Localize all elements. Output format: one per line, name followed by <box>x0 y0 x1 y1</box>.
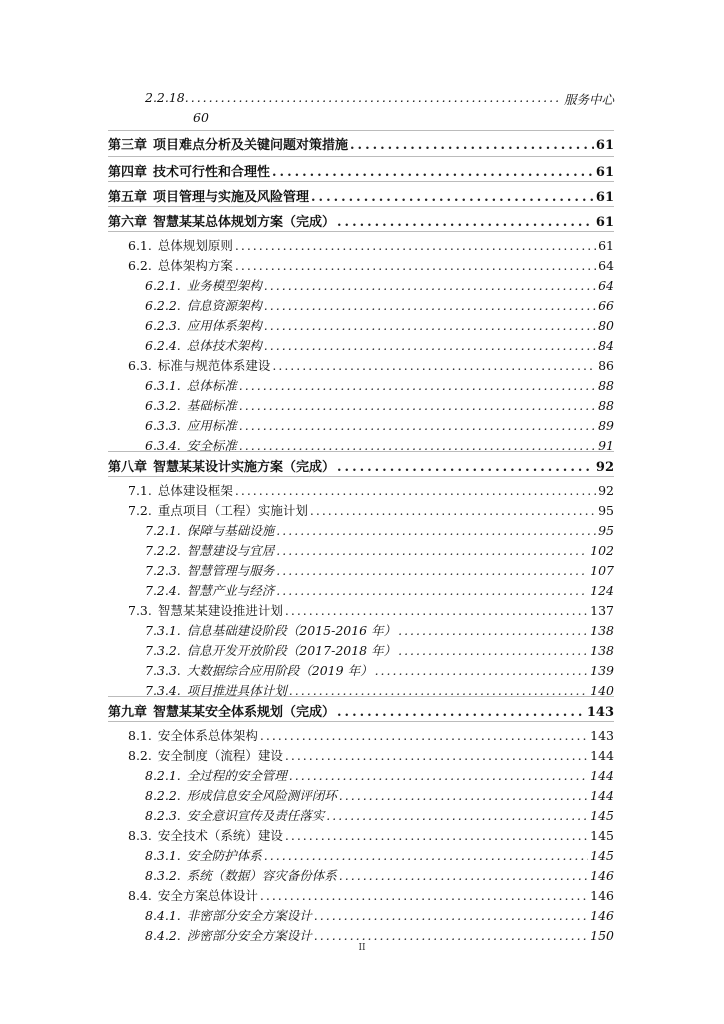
toc-chapter-entry[interactable] <box>108 211 614 231</box>
toc-entry-title: 非密部分安全方案设计 <box>186 908 312 923</box>
toc-leader-dots <box>311 190 594 205</box>
toc-entry[interactable] <box>145 906 614 926</box>
toc-entry-title: 信息基础建设阶段（2015-2016 年） <box>186 623 397 638</box>
toc-entry-number: 7.2.2. <box>145 543 181 558</box>
toc-entry-page-number: 61 <box>598 238 614 253</box>
toc-entry[interactable] <box>128 356 614 376</box>
toc-leader-dots <box>239 418 596 433</box>
toc-entry[interactable] <box>145 866 614 886</box>
toc-entry[interactable] <box>128 236 614 256</box>
toc-leader-dots <box>239 398 596 413</box>
toc-entry-number: 8.3.1. <box>145 848 181 863</box>
toc-leader-dots <box>239 378 596 393</box>
toc-entry-number: 第六章 <box>108 215 148 230</box>
toc-entry-number: 8.2.2. <box>145 788 181 803</box>
toc-entry-page-number: 150 <box>590 928 614 943</box>
toc-entry[interactable] <box>145 416 614 436</box>
toc-entry-number: 7.3.1. <box>145 623 181 638</box>
toc-leader-dots <box>264 338 596 353</box>
toc-entry-number: 6.2.3. <box>145 318 181 333</box>
toc-entry-number: 第九章 <box>108 705 148 720</box>
toc-entry[interactable] <box>145 276 614 296</box>
toc-leader-dots <box>289 768 588 783</box>
toc-entry-title: 智慧某某总体规划方案（完成） <box>153 215 336 230</box>
toc-entry[interactable] <box>145 521 614 541</box>
toc-entry[interactable] <box>145 376 614 396</box>
toc-entry-page-number: 146 <box>590 868 614 883</box>
toc-leader-dots <box>375 663 589 678</box>
toc-entry[interactable] <box>145 561 614 581</box>
toc-leader-dots <box>264 278 596 293</box>
toc-entry-page-number: 88 <box>598 398 614 413</box>
toc-leader-dots <box>289 683 588 698</box>
toc-entry-number: 8.4.2. <box>145 928 181 943</box>
toc-entry-page-number: 92 <box>598 483 614 498</box>
toc-entry-number: 8.4. <box>128 888 152 903</box>
toc-leader-dots <box>272 165 594 180</box>
toc-leader-dots <box>264 848 588 863</box>
toc-entry-number: 7.2.1. <box>145 523 181 538</box>
toc-entry[interactable] <box>128 746 614 766</box>
toc-entry-title: 总体建设框架 <box>157 483 233 498</box>
toc-entry-page-number: 107 <box>590 563 614 578</box>
toc-entry-page-number: 84 <box>598 338 614 353</box>
toc-entry-page-number: 89 <box>598 418 614 433</box>
toc-entry-title: 系统（数据）容灾备份体系 <box>186 868 337 883</box>
toc-entry-title: 安全制度（流程）建设 <box>157 748 283 763</box>
toc-entry-page-number: 144 <box>590 748 614 763</box>
toc-entry-number: 7.3. <box>128 603 152 618</box>
toc-entry-title: 业务模型架构 <box>186 278 262 293</box>
toc-entry-title: 安全意识宣传及责任落实 <box>186 808 325 823</box>
toc-entry-page-number: 138 <box>590 643 614 658</box>
toc-leader-dots <box>339 788 588 803</box>
toc-separator-line <box>108 476 614 477</box>
toc-entry[interactable] <box>128 501 614 521</box>
toc-entry-page-number: 144 <box>590 788 614 803</box>
toc-entry-title: 应用标准 <box>186 418 237 433</box>
toc-leader-dots <box>260 888 588 903</box>
toc-entry-title: 信息开发开放阶段（2017-2018 年） <box>186 643 397 658</box>
toc-leader-dots <box>264 318 596 333</box>
toc-entry-number: 7.2.4. <box>145 583 181 598</box>
toc-entry-title: 基础标准 <box>186 398 237 413</box>
toc-leader-dots <box>235 483 596 498</box>
toc-entry-number: 6.2.2. <box>145 298 181 313</box>
toc-entry-page-number: 146 <box>590 908 614 923</box>
toc-chapter-entry[interactable] <box>108 701 614 721</box>
toc-entry[interactable] <box>145 681 614 701</box>
toc-separator-line <box>108 231 614 232</box>
toc-entry-title: 智慧产业与经济 <box>186 583 275 598</box>
toc-leader-dots <box>337 460 594 475</box>
toc-entry-title: 技术可行性和合理性 <box>153 165 271 180</box>
toc-entry-title: 涉密部分安全方案设计 <box>186 928 312 943</box>
toc-entry-number: 第八章 <box>108 460 148 475</box>
toc-entry-page-number: 139 <box>590 663 614 678</box>
toc-entry-number: 7.2. <box>128 503 152 518</box>
toc-entry-title: 项目难点分析及关键问题对策措施 <box>153 138 349 153</box>
toc-entry-title: 智慧某某建设推进计划 <box>157 603 283 618</box>
page-footer-number: II <box>358 943 366 953</box>
toc-entry[interactable] <box>128 726 614 746</box>
toc-entry-page-number: 64 <box>598 278 614 293</box>
toc-entry-number: 8.1. <box>128 728 152 743</box>
toc-entry-page-number: 102 <box>590 543 614 558</box>
toc-entry-title: 安全防护体系 <box>186 848 262 863</box>
toc-entry-title: 智慧管理与服务 <box>186 563 275 578</box>
toc-entry[interactable] <box>145 786 614 806</box>
toc-leader-dots <box>314 908 588 923</box>
toc-entry-page-number: 61 <box>595 190 614 205</box>
toc-entry-number: 8.2. <box>128 748 152 763</box>
toc-entry-number: 7.3.2. <box>145 643 181 658</box>
toc-leader-dots <box>260 728 588 743</box>
toc-entry-number: 7.1. <box>128 483 152 498</box>
toc-entry-number: 6.2. <box>128 258 152 273</box>
toc-entry-page-number: 64 <box>598 258 614 273</box>
toc-leader-dots <box>272 358 596 373</box>
toc-entry-page-number: 61 <box>595 138 614 153</box>
toc-entry-title: 总体技术架构 <box>186 338 262 353</box>
toc-entry-title: 总体架构方案 <box>157 258 233 273</box>
toc-entry-number: 6.3.3. <box>145 418 181 433</box>
toc-entry-page-number: 124 <box>590 583 614 598</box>
toc-entry-title: 安全技术（系统）建设 <box>157 828 283 843</box>
toc-entry-number: 8.3. <box>128 828 152 843</box>
toc-entry-page-number: 95 <box>598 503 614 518</box>
toc-entry-number: 7.2.3. <box>145 563 181 578</box>
toc-entry-page-number: 86 <box>598 358 614 373</box>
toc-entry[interactable] <box>145 436 614 456</box>
toc-leader-dots <box>235 238 596 253</box>
toc-entry-title: 重点项目（工程）实施计划 <box>157 503 308 518</box>
toc-entry[interactable] <box>145 336 614 356</box>
toc-entry-page-number: 61 <box>595 165 614 180</box>
toc-entry[interactable] <box>145 641 614 661</box>
toc-entry-number: 7.3.3. <box>145 663 181 678</box>
toc-entry[interactable] <box>145 396 614 416</box>
toc-entry-page-number: 91 <box>598 438 614 453</box>
toc-entry-title: 信息资源架构 <box>186 298 262 313</box>
toc-entry-title: 智慧某某设计实施方案（完成） <box>153 460 336 475</box>
toc-entry-carryover[interactable] <box>145 90 614 108</box>
toc-chapter-entry[interactable] <box>108 134 614 154</box>
toc-entry-page-number: 80 <box>598 318 614 333</box>
toc-entry[interactable] <box>145 296 614 316</box>
toc-entry-title: 服务中心 <box>563 92 614 107</box>
toc-entry-page-number: 92 <box>595 460 614 475</box>
toc-chapter-entry[interactable] <box>108 456 614 476</box>
toc-entry[interactable] <box>145 766 614 786</box>
toc-entry[interactable] <box>145 846 614 866</box>
toc-entry[interactable] <box>128 256 614 276</box>
toc-entry-number: 6.3.1. <box>145 378 181 393</box>
toc-entry-page-number: 60 <box>193 110 209 125</box>
toc-separator-line <box>108 206 614 207</box>
toc-entry-number: 8.2.1. <box>145 768 181 783</box>
toc-entry-title: 安全体系总体架构 <box>157 728 258 743</box>
toc-entry-title: 安全方案总体设计 <box>157 888 258 903</box>
toc-leader-dots <box>310 503 596 518</box>
toc-leader-dots <box>276 583 588 598</box>
toc-leader-dots <box>191 90 562 108</box>
toc-entry-page-number: 145 <box>590 828 614 843</box>
toc-entry-title: 应用体系架构 <box>186 318 262 333</box>
toc-entry-title: 形成信息安全风险测评闭环 <box>186 788 337 803</box>
toc-entry-title: 智慧建设与宜居 <box>186 543 275 558</box>
toc-leader-dots <box>276 543 588 558</box>
toc-entry[interactable] <box>145 621 614 641</box>
toc-entry[interactable] <box>128 481 614 501</box>
toc-entry-title: 大数据综合应用阶段（2019 年） <box>186 663 373 678</box>
toc-leader-dots <box>339 868 588 883</box>
toc-entry-title: 总体标准 <box>186 378 237 393</box>
toc-entry-number: 6.2.1. <box>145 278 181 293</box>
toc-entry-page-number: 138 <box>590 623 614 638</box>
toc-entry-title: 标准与规范体系建设 <box>157 358 271 373</box>
toc-entry-title: 智慧某某安全体系规划（完成） <box>153 705 336 720</box>
toc-separator-line <box>108 721 614 722</box>
toc-entry-title: 保障与基础设施 <box>186 523 275 538</box>
toc-leader-dots <box>276 523 596 538</box>
toc-leader-dots <box>350 138 594 153</box>
toc-entry-page-number: 143 <box>590 728 614 743</box>
toc-entry-number: 6.3. <box>128 358 152 373</box>
toc-entry-page-number: 140 <box>590 683 614 698</box>
toc-entry[interactable] <box>145 581 614 601</box>
toc-leader-dots <box>285 603 588 618</box>
toc-entry-title: 项目推进具体计划 <box>186 683 287 698</box>
toc-entry-number: 第五章 <box>108 190 148 205</box>
toc-entry[interactable] <box>128 601 614 621</box>
toc-leader-dots <box>398 623 588 638</box>
toc-entry-number: 8.4.1. <box>145 908 181 923</box>
toc-entry-title: 项目管理与实施及风险管理 <box>153 190 310 205</box>
toc-entry-title: 总体规划原则 <box>157 238 233 253</box>
toc-entry-page-number: 66 <box>598 298 614 313</box>
toc-entry-page-number: 137 <box>590 603 614 618</box>
toc-entry-title: 安全标准 <box>186 438 237 453</box>
toc-chapter-entry[interactable] <box>108 186 614 206</box>
toc-separator-line <box>108 181 614 182</box>
toc-entry-page-number: 146 <box>590 888 614 903</box>
toc-entry[interactable] <box>145 316 614 336</box>
toc-leader-dots <box>398 643 588 658</box>
toc-entry-number: 2.2.18. <box>145 90 189 105</box>
toc-entry-page-number: 145 <box>590 808 614 823</box>
toc-leader-dots <box>276 563 588 578</box>
toc-entry-number: 第四章 <box>108 165 148 180</box>
toc-entry-page-number: 88 <box>598 378 614 393</box>
toc-entry-number: 6.2.4. <box>145 338 181 353</box>
toc-leader-dots <box>326 808 588 823</box>
toc-entry[interactable] <box>128 826 614 846</box>
toc-entry-number: 8.2.3. <box>145 808 181 823</box>
toc-entry-number: 7.3.4. <box>145 683 181 698</box>
toc-leader-dots <box>264 298 596 313</box>
toc-leader-dots <box>337 705 585 720</box>
toc-leader-dots <box>285 748 588 763</box>
toc-entry-page-number: 143 <box>586 705 614 720</box>
toc-leader-dots <box>314 928 588 943</box>
toc-entry-page-number: 145 <box>590 848 614 863</box>
toc-entry-number: 6.3.2. <box>145 398 181 413</box>
toc-entry[interactable] <box>128 886 614 906</box>
toc-entry-page-number: 61 <box>595 215 614 230</box>
toc-separator-line <box>108 130 614 131</box>
toc-entry[interactable] <box>145 661 614 681</box>
toc-entry-number: 第三章 <box>108 138 148 153</box>
toc-entry-page-number: 144 <box>590 768 614 783</box>
toc-entry-number: 8.3.2. <box>145 868 181 883</box>
toc-entry-number: 6.1. <box>128 238 152 253</box>
toc-entry[interactable] <box>145 806 614 826</box>
toc-leader-dots <box>337 215 594 230</box>
toc-leader-dots <box>285 828 588 843</box>
toc-entry-page-number: 95 <box>598 523 614 538</box>
toc-entry-title: 全过程的安全管理 <box>186 768 287 783</box>
toc-entry-number: 6.3.4. <box>145 438 181 453</box>
toc-chapter-entry[interactable] <box>108 161 614 181</box>
toc-separator-line <box>108 156 614 157</box>
toc-leader-dots <box>235 258 596 273</box>
toc-entry[interactable] <box>145 541 614 561</box>
toc-leader-dots <box>239 438 596 453</box>
